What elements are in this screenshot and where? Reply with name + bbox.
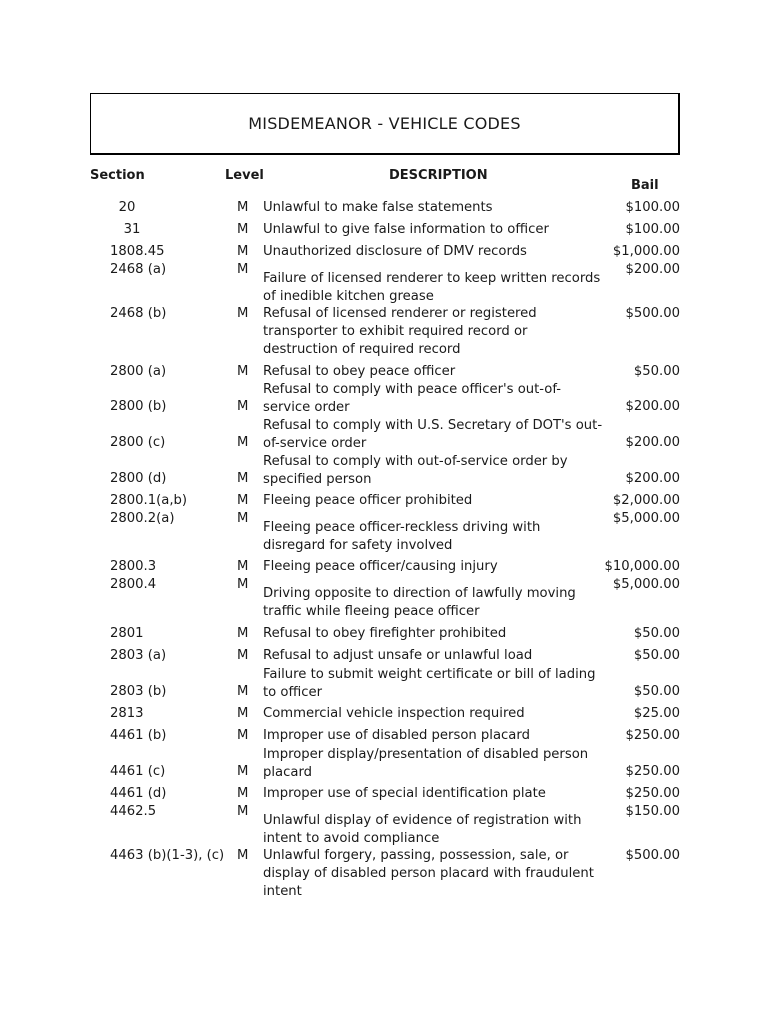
row-description-line: Fleeing peace officer prohibited	[263, 493, 473, 508]
row-section: 2468 (b)	[110, 306, 167, 321]
row-section: 2800.3	[110, 559, 157, 574]
row-description-line: Unauthorized disclosure of DMV records	[263, 244, 527, 259]
row-level: M	[237, 222, 249, 237]
row-level: M	[237, 306, 249, 321]
row-section: 31	[123, 222, 141, 237]
row-bail: $50.00	[633, 684, 680, 699]
header-description: DESCRIPTION	[389, 168, 488, 183]
row-level: M	[237, 399, 249, 414]
row-description-line: destruction of required record	[263, 342, 461, 357]
row-level: M	[237, 435, 249, 450]
row-section: 2803 (a)	[110, 648, 167, 663]
row-section: 4462.5	[110, 804, 157, 819]
header-level: Level	[225, 168, 264, 183]
row-description-line: Refusal to obey firefighter prohibited	[263, 626, 507, 641]
row-section: 1808.45	[110, 244, 165, 259]
row-bail: $50.00	[633, 626, 680, 641]
row-level: M	[237, 804, 249, 819]
row-description-line: Unlawful forgery, passing, possession, sale, or	[263, 848, 569, 863]
row-description-line: Driving opposite to direction of lawfully moving	[263, 586, 576, 601]
row-level: M	[237, 626, 249, 641]
row-description-line: Improper use of disabled person placard	[263, 728, 530, 743]
row-bail: $250.00	[625, 728, 680, 743]
row-bail: $200.00	[625, 471, 680, 486]
row-description-line: intent	[263, 884, 302, 899]
row-section: 4461 (b)	[110, 728, 167, 743]
row-description-line: Refusal to obey peace officer	[263, 364, 456, 379]
row-description-line: Refusal to comply with U.S. Secretary of DOT's out-	[263, 418, 603, 433]
row-section: 4461 (c)	[110, 764, 166, 779]
row-level: M	[237, 728, 249, 743]
row-section: 2800 (d)	[110, 471, 167, 486]
row-level: M	[237, 764, 249, 779]
row-description-line: intent to avoid compliance	[263, 831, 440, 846]
row-description-line: of-service order	[263, 436, 367, 451]
row-description-line: Refusal to adjust unsafe or unlawful load	[263, 648, 533, 663]
row-description-line: Failure of licensed renderer to keep written records	[263, 271, 601, 286]
row-bail: $200.00	[625, 399, 680, 414]
row-description-line: disregard for safety involved	[263, 538, 453, 553]
row-bail: $50.00	[633, 364, 680, 379]
row-bail: $500.00	[625, 848, 680, 863]
row-description-line: display of disabled person placard with fraudulent	[263, 866, 594, 881]
row-section: 2801	[110, 626, 144, 641]
row-description-line: Unlawful display of evidence of registration with	[263, 813, 582, 828]
row-description-line: Refusal to comply with peace officer's out-of-	[263, 382, 562, 397]
row-level: M	[237, 200, 249, 215]
row-description-line: Unlawful to give false information to officer	[263, 222, 549, 237]
row-section: 2468 (a)	[110, 262, 167, 277]
row-description-line: Fleeing peace officer-reckless driving with	[263, 520, 541, 535]
row-bail: $50.00	[633, 648, 680, 663]
row-bail: $200.00	[625, 262, 680, 277]
row-bail: $5,000.00	[612, 511, 680, 526]
row-level: M	[237, 471, 249, 486]
row-bail: $1,000.00	[612, 244, 680, 259]
row-bail: $250.00	[625, 786, 680, 801]
row-description-line: Fleeing peace officer/causing injury	[263, 559, 498, 574]
row-level: M	[237, 706, 249, 721]
row-bail: $150.00	[625, 804, 680, 819]
row-bail: $2,000.00	[612, 493, 680, 508]
row-level: M	[237, 511, 249, 526]
row-bail: $100.00	[625, 200, 680, 215]
row-bail: $250.00	[625, 764, 680, 779]
header-bail: Bail	[631, 178, 659, 193]
header-section: Section	[90, 168, 145, 183]
row-level: M	[237, 786, 249, 801]
row-section: 2800.1(a,b)	[110, 493, 188, 508]
row-level: M	[237, 244, 249, 259]
row-section: 4461 (d)	[110, 786, 167, 801]
row-section: 2800.2(a)	[110, 511, 175, 526]
row-section: 2800.4	[110, 577, 157, 592]
row-description-line: to officer	[263, 685, 323, 700]
row-description-line: Commercial vehicle inspection required	[263, 706, 525, 721]
row-bail: $5,000.00	[612, 577, 680, 592]
row-level: M	[237, 262, 249, 277]
row-section: 2813	[110, 706, 144, 721]
row-description-line: service order	[263, 400, 350, 415]
row-level: M	[237, 559, 249, 574]
row-description-line: traffic while fleeing peace officer	[263, 604, 480, 619]
row-section: 2800 (c)	[110, 435, 166, 450]
row-level: M	[237, 648, 249, 663]
row-level: M	[237, 364, 249, 379]
row-description-line: Improper display/presentation of disabled person	[263, 747, 589, 762]
row-description-line: placard	[263, 765, 313, 780]
row-description-line: specified person	[263, 472, 372, 487]
row-bail: $200.00	[625, 435, 680, 450]
row-bail: $10,000.00	[604, 559, 680, 574]
row-description-line: of inedible kitchen grease	[263, 289, 434, 304]
row-bail: $500.00	[625, 306, 680, 321]
row-description-line: transporter to exhibit required record or	[263, 324, 528, 339]
row-description-line: Improper use of special identification plate	[263, 786, 546, 801]
row-level: M	[237, 493, 249, 508]
row-section: 4463 (b)(1-3), (c)	[110, 848, 225, 863]
row-level: M	[237, 577, 249, 592]
row-section: 2803 (b)	[110, 684, 167, 699]
row-section: 2800 (a)	[110, 364, 167, 379]
row-bail: $25.00	[633, 706, 680, 721]
row-description-line: Failure to submit weight certificate or bill of lading	[263, 667, 596, 682]
page-title: MISDEMEANOR - VEHICLE CODES	[90, 93, 680, 155]
row-description-line: Refusal of licensed renderer or registered	[263, 306, 537, 321]
row-description-line: Unlawful to make false statements	[263, 200, 493, 215]
row-description-line: Refusal to comply with out-of-service order by	[263, 454, 568, 469]
row-section: 2800 (b)	[110, 399, 167, 414]
row-bail: $100.00	[625, 222, 680, 237]
row-section: 20	[118, 200, 136, 215]
row-level: M	[237, 848, 249, 863]
row-level: M	[237, 684, 249, 699]
